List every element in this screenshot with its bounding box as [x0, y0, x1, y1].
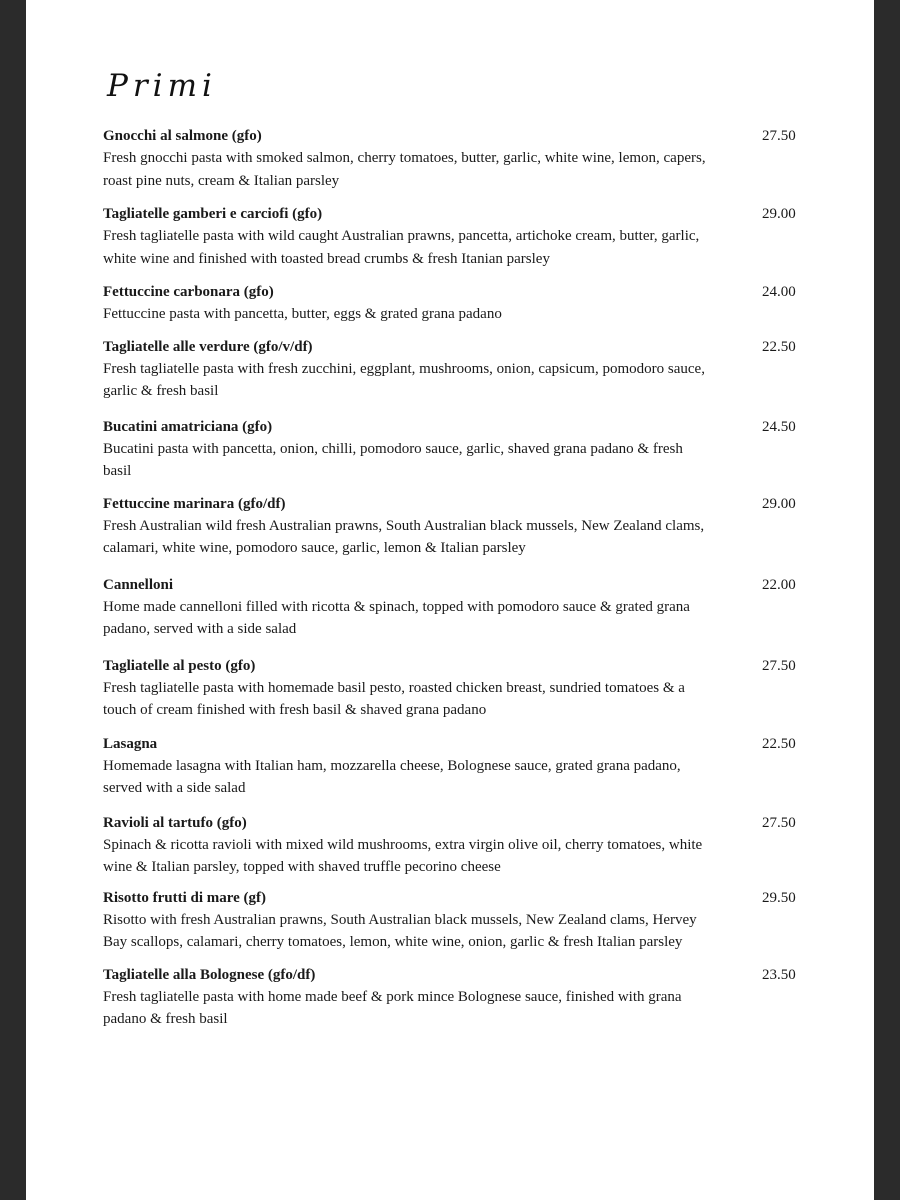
menu-item-tagliatelle-alle-verdure: [103, 336, 803, 403]
item-description: Spinach & ricotta ravioli with mixed wild mushrooms, extra virgin olive oil, cherry tomatoes, white wine & Italian parsley, topped with shaved truffle pecorino cheese: [103, 836, 703, 875]
item-price: 23.50: [762, 966, 796, 983]
section-title: Primi: [107, 68, 217, 104]
item-name: Tagliatelle al pesto (gfo): [103, 657, 256, 674]
item-price: 27.50: [762, 657, 796, 674]
item-description: Risotto with fresh Australian prawns, South Australian black mussels, New Zealand clams, Hervey Bay scallops, calamari, cherry tomatoes, lemon, white wine, onion, garlic & fresh Italian parsley: [103, 911, 697, 950]
menu-item-fettuccine-carbonara: [103, 281, 803, 326]
menu-item-ravioli-al-tartufo: [103, 812, 803, 879]
item-description: Fresh tagliatelle pasta with wild caught Australian prawns, pancetta, artichoke cream, butter, garlic, white wine and finished with toasted bread crumbs & fresh Itanian parsley: [103, 228, 700, 267]
item-price: 24.00: [762, 284, 796, 300]
item-name: Risotto frutti di mare (gf): [103, 889, 267, 906]
item-description: Fresh gnocchi pasta with smoked salmon, cherry tomatoes, butter, garlic, white wine, lemon, capers, roast pine nuts, cream & Italian parsley: [103, 150, 706, 189]
item-price: 22.50: [762, 735, 796, 752]
item-description: Home made cannelloni filled with ricotta & spinach, topped with pomodoro sauce & grated grana padano, served with a side salad: [103, 598, 690, 637]
item-name: Cannelloni: [103, 576, 174, 593]
item-name: Bucatini amatriciana (gfo): [103, 418, 273, 435]
menu-item-tagliatelle-alla-bolognese: [103, 964, 803, 1031]
item-description: Homemade lasagna with Italian ham, mozzarella cheese, Bolognese sauce, grated grana padano, served with a side salad: [103, 757, 681, 796]
item-name: Fettuccine marinara (gfo/df): [103, 495, 286, 512]
menu-item-tagliatelle-gamberi-e-carciofi: [103, 203, 803, 270]
item-price: 29.00: [762, 495, 796, 512]
item-price: 27.50: [762, 814, 796, 831]
menu-item-fettuccine-marinara: [103, 493, 803, 560]
item-name: Tagliatelle gamberi e carciofi (gfo): [103, 206, 323, 222]
item-name: Fettuccine carbonara (gfo): [103, 284, 274, 300]
item-name: Gnocchi al salmone (gfo): [103, 128, 262, 144]
item-description: Fresh tagliatelle pasta with home made beef & pork mince Bolognese sauce, finished with grana padano & fresh basil: [103, 988, 682, 1027]
item-price: 24.50: [762, 418, 796, 435]
menu-item-bucatini-amatriciana: [103, 416, 803, 483]
menu-item-tagliatelle-al-pesto: [103, 655, 803, 722]
item-description: Fresh Australian wild fresh Australian prawns, South Australian black mussels, New Zealand clams, calamari, white wine, pomodoro sauce, garlic, lemon & Italian parsley: [103, 517, 705, 556]
item-description: Fresh tagliatelle pasta with fresh zucchini, eggplant, mushrooms, onion, capsicum, pomodoro sauce, garlic & fresh basil: [103, 360, 705, 399]
menu-page: [26, 0, 874, 1200]
item-price: 22.00: [762, 576, 796, 593]
item-name: Tagliatelle alla Bolognese (gfo/df): [103, 966, 316, 983]
menu-item-risotto-frutti-di-mare: [103, 887, 803, 954]
menu-list: [103, 125, 803, 1031]
item-price: 22.50: [762, 338, 796, 355]
item-name: Tagliatelle alle verdure (gfo/v/df): [103, 338, 313, 355]
menu-item-lasagna: [103, 733, 803, 800]
item-price: 27.50: [762, 128, 796, 144]
item-description: Fresh tagliatelle pasta with homemade basil pesto, roasted chicken breast, sundried tomatoes & a touch of cream finished with fresh basil & shaved grana padano: [103, 679, 685, 718]
item-name: Ravioli al tartufo (gfo): [103, 814, 247, 831]
item-description: Bucatini pasta with pancetta, onion, chilli, pomodoro sauce, garlic, shaved grana padano & fresh basil: [103, 440, 683, 479]
menu-item-gnocchi-al-salmone: [103, 125, 803, 192]
item-price: 29.00: [762, 206, 796, 222]
item-description: Fettuccine pasta with pancetta, butter, eggs & grated grana padano: [103, 306, 502, 322]
item-price: 29.50: [762, 889, 796, 906]
menu-item-cannelloni: [103, 574, 803, 641]
item-name: Lasagna: [103, 735, 158, 752]
